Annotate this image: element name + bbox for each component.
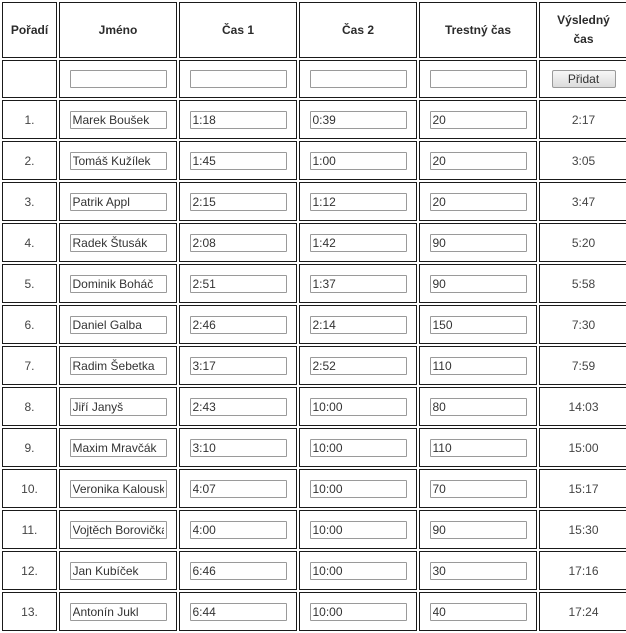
time1-input[interactable] <box>190 521 287 539</box>
table-row <box>2 592 626 631</box>
time1-cell <box>179 223 297 262</box>
total-time-cell: 15:17 <box>539 469 626 508</box>
name-input[interactable] <box>70 111 167 129</box>
time1-cell <box>179 551 297 590</box>
time1-cell <box>179 182 297 221</box>
new-name-input[interactable] <box>70 70 167 88</box>
time2-cell <box>299 141 417 180</box>
penalty-input[interactable] <box>430 480 527 498</box>
new-entry-time1-cell <box>179 60 297 98</box>
total-time-cell: 3:47 <box>539 182 626 221</box>
penalty-input[interactable] <box>430 234 527 252</box>
time2-cell <box>299 264 417 303</box>
time1-input[interactable] <box>190 275 287 293</box>
time2-cell <box>299 346 417 385</box>
name-input[interactable] <box>70 275 167 293</box>
rank-cell: 8. <box>2 387 57 426</box>
time1-cell <box>179 510 297 549</box>
penalty-input[interactable] <box>430 603 527 621</box>
name-cell <box>59 592 177 631</box>
name-cell <box>59 510 177 549</box>
time2-cell <box>299 510 417 549</box>
rank-cell: 4. <box>2 223 57 262</box>
header-row <box>2 2 626 58</box>
time2-input[interactable] <box>310 111 407 129</box>
name-input[interactable] <box>70 357 167 375</box>
time1-cell <box>179 141 297 180</box>
table-row <box>2 100 626 139</box>
total-time-cell: 14:03 <box>539 387 626 426</box>
total-time-cell: 7:30 <box>539 305 626 344</box>
total-time-cell: 5:20 <box>539 223 626 262</box>
penalty-input[interactable] <box>430 111 527 129</box>
name-input[interactable] <box>70 234 167 252</box>
name-cell <box>59 387 177 426</box>
name-cell <box>59 305 177 344</box>
time2-input[interactable] <box>310 234 407 252</box>
table-row <box>2 305 626 344</box>
time1-input[interactable] <box>190 152 287 170</box>
time2-input[interactable] <box>310 193 407 211</box>
penalty-cell <box>419 551 537 590</box>
rank-cell: 7. <box>2 346 57 385</box>
name-cell <box>59 551 177 590</box>
name-input[interactable] <box>70 398 167 416</box>
time2-cell <box>299 182 417 221</box>
penalty-cell <box>419 510 537 549</box>
header-name: Jméno <box>59 2 177 58</box>
time1-input[interactable] <box>190 562 287 580</box>
time1-cell <box>179 387 297 426</box>
rank-cell: 12. <box>2 551 57 590</box>
time2-cell <box>299 469 417 508</box>
new-time2-input[interactable] <box>310 70 407 88</box>
time2-cell <box>299 387 417 426</box>
penalty-cell <box>419 264 537 303</box>
header-time2: Čas 2 <box>299 2 417 58</box>
new-entry-action-cell <box>539 60 626 98</box>
name-input[interactable] <box>70 521 167 539</box>
penalty-input[interactable] <box>430 439 527 457</box>
time1-cell <box>179 100 297 139</box>
time1-cell <box>179 428 297 467</box>
name-cell <box>59 469 177 508</box>
total-time-cell: 3:05 <box>539 141 626 180</box>
new-entry-row <box>2 60 626 98</box>
rank-cell: 2. <box>2 141 57 180</box>
time1-input[interactable] <box>190 480 287 498</box>
total-time-cell: 2:17 <box>539 100 626 139</box>
time2-input[interactable] <box>310 439 407 457</box>
total-time-cell: 17:16 <box>539 551 626 590</box>
time2-cell <box>299 428 417 467</box>
time2-cell <box>299 223 417 262</box>
total-time-cell: 15:00 <box>539 428 626 467</box>
header-penalty: Trestný čas <box>419 2 537 58</box>
penalty-input[interactable] <box>430 562 527 580</box>
table-row <box>2 223 626 262</box>
table-row <box>2 141 626 180</box>
penalty-input[interactable] <box>430 152 527 170</box>
header-rank: Pořadí <box>2 2 57 58</box>
time1-input[interactable] <box>190 316 287 334</box>
table-row <box>2 264 626 303</box>
table-row <box>2 510 626 549</box>
penalty-cell <box>419 305 537 344</box>
penalty-cell <box>419 223 537 262</box>
time2-cell <box>299 305 417 344</box>
name-cell <box>59 223 177 262</box>
name-cell <box>59 100 177 139</box>
time2-input[interactable] <box>310 275 407 293</box>
header-total <box>539 2 626 58</box>
time1-input[interactable] <box>190 357 287 375</box>
header-time1: Čas 1 <box>179 2 297 58</box>
total-time-cell: 5:58 <box>539 264 626 303</box>
time2-input[interactable] <box>310 521 407 539</box>
table-row <box>2 182 626 221</box>
new-entry-penalty-cell <box>419 60 537 98</box>
table-row <box>2 346 626 385</box>
penalty-input[interactable] <box>430 275 527 293</box>
penalty-cell <box>419 428 537 467</box>
total-time-cell: 7:59 <box>539 346 626 385</box>
name-input[interactable] <box>70 603 167 621</box>
time1-cell <box>179 592 297 631</box>
header-total-line1: Výsledný <box>557 13 610 27</box>
add-button[interactable]: Přidat <box>552 70 616 88</box>
time1-input[interactable] <box>190 398 287 416</box>
table-row <box>2 469 626 508</box>
name-input[interactable] <box>70 480 167 498</box>
new-time1-input[interactable] <box>190 70 287 88</box>
name-input[interactable] <box>70 193 167 211</box>
new-entry-rank-cell <box>2 60 57 98</box>
penalty-input[interactable] <box>430 193 527 211</box>
time1-input[interactable] <box>190 439 287 457</box>
penalty-cell <box>419 182 537 221</box>
rank-cell: 5. <box>2 264 57 303</box>
new-penalty-input[interactable] <box>430 70 527 88</box>
time2-input[interactable] <box>310 357 407 375</box>
rank-cell: 13. <box>2 592 57 631</box>
time2-input[interactable] <box>310 398 407 416</box>
time1-input[interactable] <box>190 193 287 211</box>
total-time-cell: 17:24 <box>539 592 626 631</box>
time2-input[interactable] <box>310 562 407 580</box>
total-time-cell: 15:30 <box>539 510 626 549</box>
name-input[interactable] <box>70 316 167 334</box>
name-cell <box>59 182 177 221</box>
penalty-input[interactable] <box>430 521 527 539</box>
time2-cell <box>299 100 417 139</box>
time1-cell <box>179 346 297 385</box>
time1-cell <box>179 469 297 508</box>
time2-input[interactable] <box>310 603 407 621</box>
new-entry-name-cell <box>59 60 177 98</box>
time2-cell <box>299 551 417 590</box>
name-cell <box>59 346 177 385</box>
penalty-cell <box>419 387 537 426</box>
table-row <box>2 551 626 590</box>
table-row <box>2 387 626 426</box>
penalty-cell <box>419 100 537 139</box>
rank-cell: 3. <box>2 182 57 221</box>
rank-cell: 6. <box>2 305 57 344</box>
time1-cell <box>179 264 297 303</box>
time2-input[interactable] <box>310 316 407 334</box>
time2-cell <box>299 592 417 631</box>
penalty-cell <box>419 592 537 631</box>
rank-cell: 11. <box>2 510 57 549</box>
table-row <box>2 428 626 467</box>
name-input[interactable] <box>70 152 167 170</box>
name-cell <box>59 428 177 467</box>
penalty-cell <box>419 346 537 385</box>
penalty-input[interactable] <box>430 398 527 416</box>
header-total-line2: čas <box>573 32 594 46</box>
penalty-input[interactable] <box>430 357 527 375</box>
time1-input[interactable] <box>190 603 287 621</box>
time1-cell <box>179 305 297 344</box>
time2-input[interactable] <box>310 152 407 170</box>
penalty-cell <box>419 141 537 180</box>
name-input[interactable] <box>70 439 167 457</box>
rank-cell: 9. <box>2 428 57 467</box>
time1-input[interactable] <box>190 234 287 252</box>
time2-input[interactable] <box>310 480 407 498</box>
new-entry-time2-cell <box>299 60 417 98</box>
name-cell <box>59 141 177 180</box>
name-cell <box>59 264 177 303</box>
penalty-input[interactable] <box>430 316 527 334</box>
penalty-cell <box>419 469 537 508</box>
time1-input[interactable] <box>190 111 287 129</box>
rank-cell: 1. <box>2 100 57 139</box>
rank-cell: 10. <box>2 469 57 508</box>
name-input[interactable] <box>70 562 167 580</box>
